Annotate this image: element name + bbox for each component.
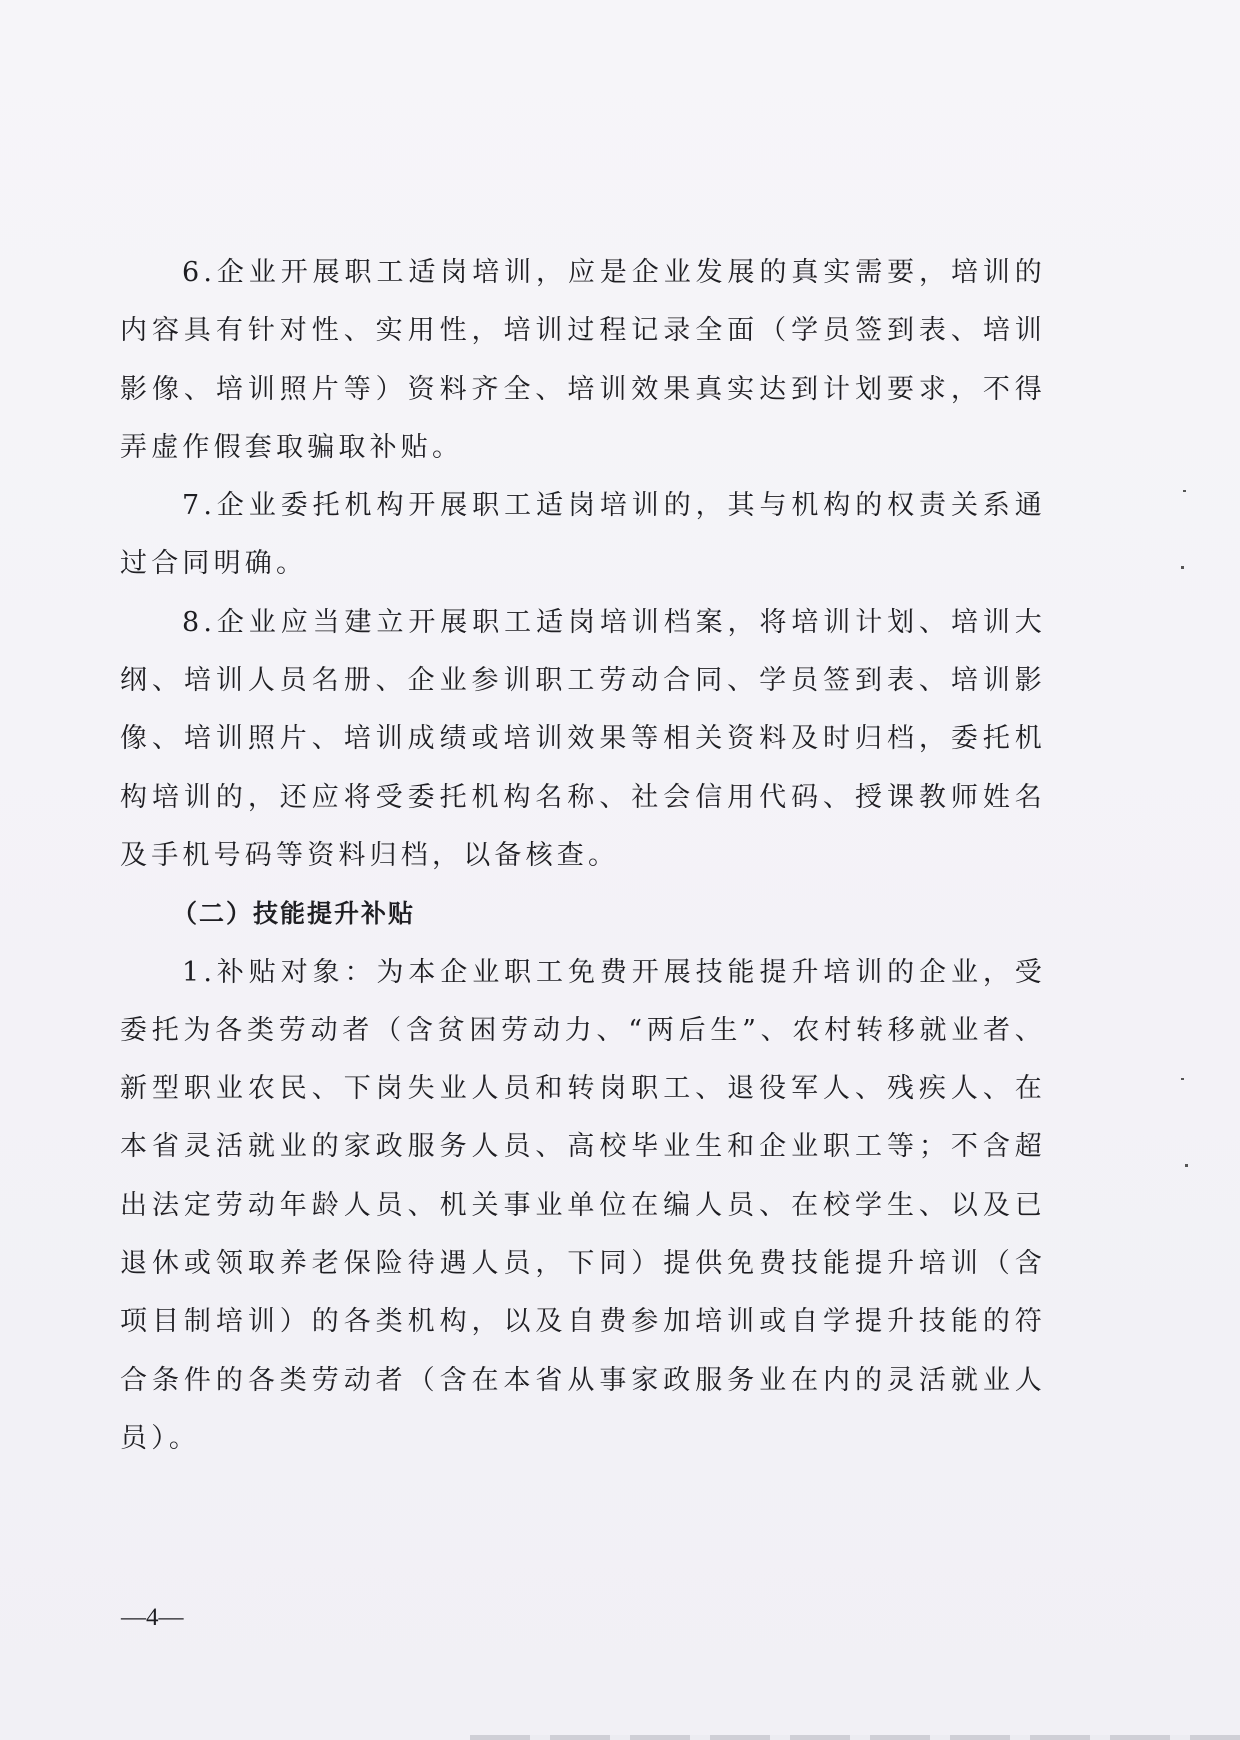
scan-speck [1181, 1078, 1184, 1080]
paragraph-item-7: 7.企业委托机构开展职工适岗培训的，其与机构的权责关系通过合同明确。 [120, 490, 1046, 580]
paragraph-item-8: 8.企业应当建立开展职工适岗培训档案，将培训计划、培训大纲、培训人员名册、企业参训职工劳动合同、学员签到表、培训影像、培训照片、培训成绩或培训效果等相关资料及时归档，委托机构培训的，还应将受委托机构名称、社会信用代码、授课教师姓名及手机号码等资料归档，以备核查。 [120, 606, 1046, 871]
scan-speck [1183, 490, 1186, 492]
scan-edge-artifact [470, 1735, 1240, 1740]
document-body [120, 244, 1046, 1468]
paragraph-subsidy-recipients: 1.补贴对象：为本企业职工免费开展技能提升培训的企业，受委托为各类劳动者（含贫困劳动力、“两后生”、农村转移就业者、新型职业农民、下岗失业人员和转岗职工、退役军人、残疾人、在本省灵活就业的家政服务人员、高校毕业生和企业职工等；不含超出法定劳动年龄人员、机关事业单位在编人员、在校学生、以及已退休或领取养老保险待遇人员，下同）提供免费技能提升培训（含项目制培训）的各类机构，以及自费参加培训或自学提升技能的符合条件的各类劳动者（含在本省从事家政服务业在内的灵活就业人员）。 [120, 956, 1046, 1454]
paragraph-item-6: 6.企业开展职工适岗培训，应是企业发展的真实需要，培训的内容具有针对性、实用性，培训过程记录全面（学员签到表、培训影像、培训照片等）资料齐全、培训效果真实达到计划要求，不得弄虚作假套取骗取补贴。 [120, 257, 1046, 463]
page-number: —4— [121, 1604, 184, 1631]
section-heading-skill-upgrade-subsidy: （二）技能提升补贴 [172, 899, 416, 929]
scan-speck [1181, 566, 1184, 569]
scan-speck [1185, 1164, 1188, 1167]
